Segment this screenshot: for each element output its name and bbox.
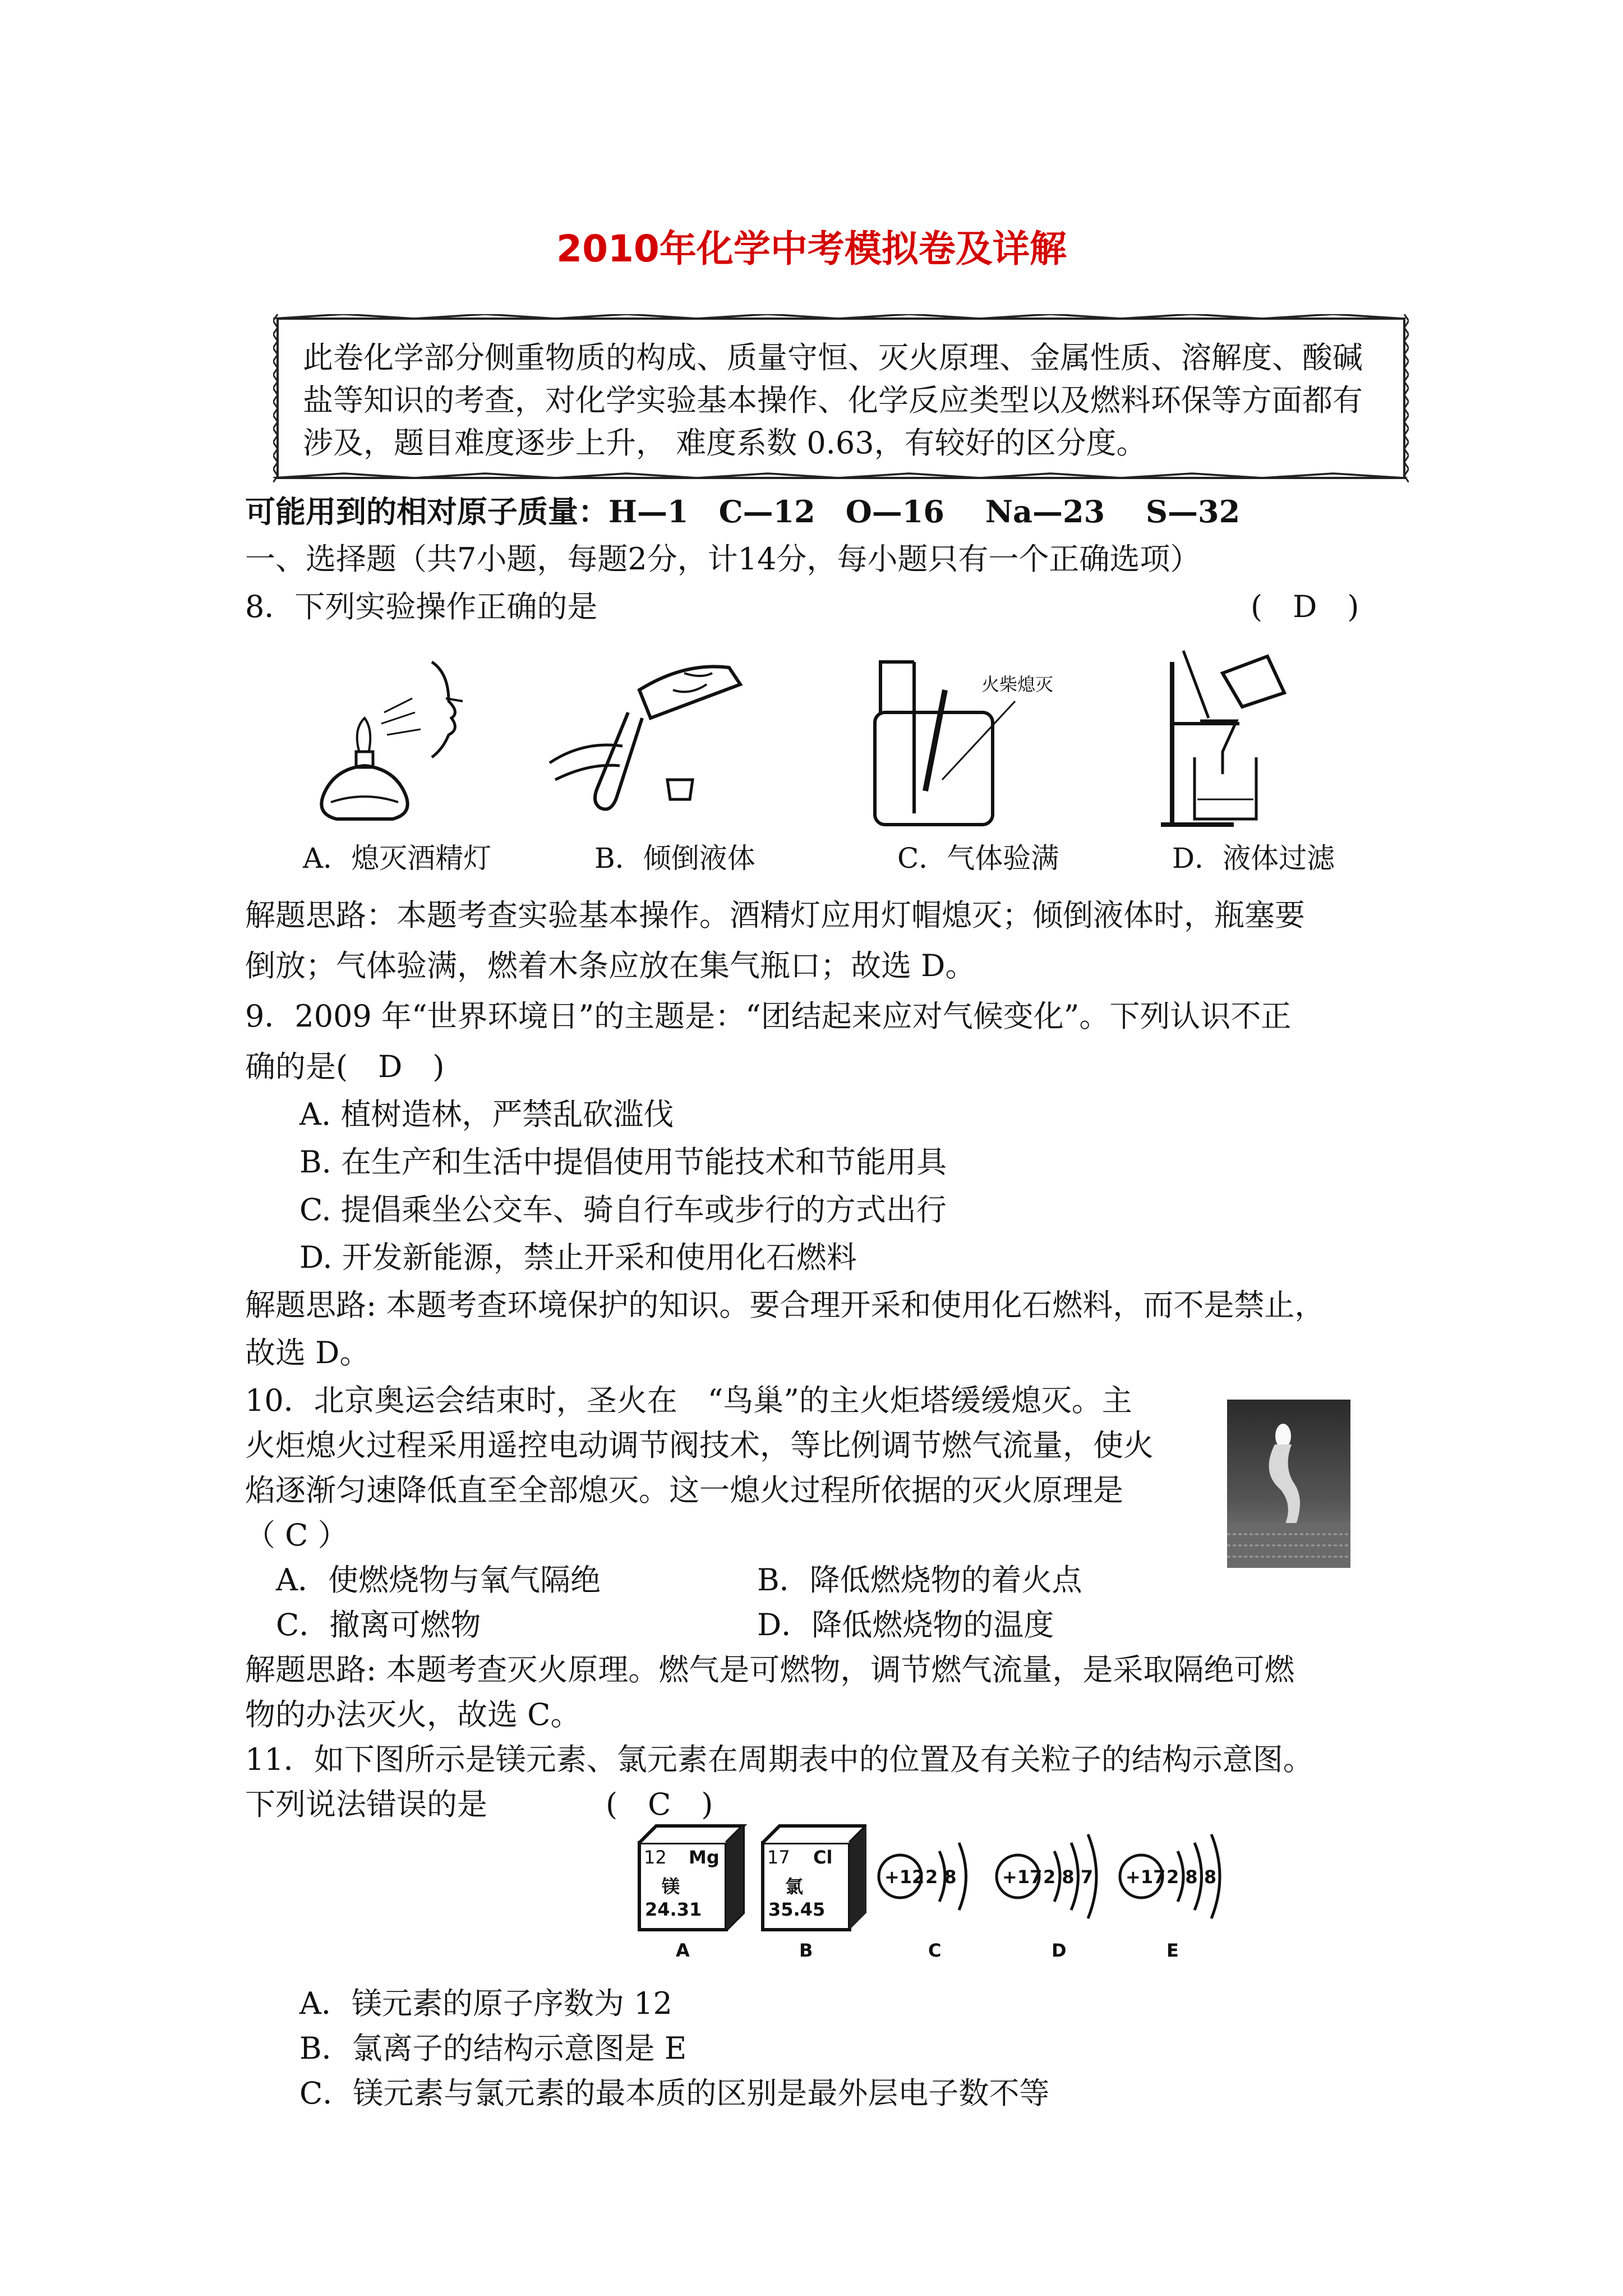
cl-symbol: Cl xyxy=(813,1847,833,1868)
q10-explain-2: 物的办法灭火，故选 C。 xyxy=(245,1697,581,1732)
mg-number: 12 xyxy=(644,1847,667,1868)
mg-symbol: Mg xyxy=(689,1847,720,1868)
q11-answer: ( C ) xyxy=(606,1787,713,1822)
atom-c-shells: 2 8 xyxy=(925,1866,957,1888)
intro-paragraph: 此卷化学部分侧重物质的构成、质量守恒、灭火原理、金属性质、溶解度、酸碱盐等知识的考查，对化学实验基本操作、化学反应类型以及燃料环保等方面都有涉及，题目难度逐步上升， 难度系数 0.63，有较好的区分度。 xyxy=(303,340,1363,461)
atom-e-shells: 2 8 8 xyxy=(1166,1866,1217,1888)
q9-option-d: D. 开发新能源，禁止开采和使用化石燃料 xyxy=(299,1240,857,1275)
q9-stem-1: 9．2009 年“世界环境日”的主题是：“团结起来应对气候变化”。下列认识不正 xyxy=(245,999,1292,1034)
cl-name: 氯 xyxy=(785,1876,804,1897)
label-c: C xyxy=(928,1940,942,1961)
q8-option-b: B．倾倒液体 xyxy=(594,842,755,875)
q8-stem: 8．下列实验操作正确的是 xyxy=(245,589,598,624)
label-d: D xyxy=(1052,1940,1067,1961)
q10-option-a: A．使燃烧物与氧气隔绝 xyxy=(276,1562,601,1598)
q11-option-b: B．氯离子的结构示意图是 E xyxy=(299,2031,687,2066)
q8-option-a: A．熄灭酒精灯 xyxy=(303,842,492,875)
q8-explain-2: 倒放；气体验满，燃着木条应放在集气瓶口；故选 D。 xyxy=(245,948,976,983)
fig-filtration xyxy=(1144,639,1324,830)
atomic-masses: 可能用到的相对原子质量：H—1 C—12 O—16 Na—23 S—32 xyxy=(245,494,1241,530)
q8-answer: ( D ) xyxy=(1251,589,1359,624)
atom-c-nucleus: +12 xyxy=(884,1866,925,1888)
fig-alcohol-lamp xyxy=(303,651,488,830)
atom-d-shells: 2 8 7 xyxy=(1043,1866,1094,1888)
q9-explain-2: 故选 D。 xyxy=(245,1335,370,1370)
mg-name: 镁 xyxy=(662,1876,680,1897)
q8-explain-1: 解题思路：本题考查实验基本操作。酒精灯应用灯帽熄灭；倾倒液体时，瓶塞要 xyxy=(245,898,1305,933)
page-title: 2010年化学中考模拟卷及详解 xyxy=(556,227,1067,270)
q10-option-b: B．降低燃烧物的着火点 xyxy=(757,1562,1082,1598)
q9-stem-2: 确的是( D ) xyxy=(245,1049,445,1084)
q9-explain-1: 解题思路: 本题考查环境保护的知识。要合理开采和使用化石燃料，而不是禁止， xyxy=(245,1287,1325,1323)
cl-mass: 35.45 xyxy=(768,1899,826,1920)
q10-answer: （ C ） xyxy=(245,1517,348,1553)
q10-stem-1: 10．北京奥运会结束时，圣火在 “鸟巢”的主火炬塔缓缓熄灭。主 xyxy=(245,1383,1132,1418)
fig-c-note: 火柴熄灭 xyxy=(981,674,1054,695)
q10-explain-1: 解题思路: 本题考查灭火原理。燃气是可燃物，调节燃气流量，是采取隔绝可燃 xyxy=(245,1652,1295,1687)
torch-photo xyxy=(1227,1400,1350,1568)
q9-option-b: B. 在生产和生活中提倡使用节能技术和节能用具 xyxy=(299,1144,947,1180)
mg-mass: 24.31 xyxy=(645,1899,702,1920)
fig-pouring-liquid xyxy=(538,651,757,830)
q9-option-a: A. 植树造林，严禁乱砍滥伐 xyxy=(299,1097,674,1132)
q10-option-d: D．降低燃烧物的温度 xyxy=(757,1607,1054,1642)
q8-option-d: D．液体过滤 xyxy=(1172,842,1335,875)
q10-option-c: C．撤离可燃物 xyxy=(276,1607,481,1642)
q11-option-c: C．镁元素与氯元素的最本质的区别是最外层电子数不等 xyxy=(299,2076,1050,2111)
q11-stem-1: 11．如下图所示是镁元素、氯元素在周期表中的位置及有关粒子的结构示意图。 xyxy=(245,1742,1313,1777)
atom-d-nucleus: +17 xyxy=(1002,1866,1043,1888)
cl-number: 17 xyxy=(767,1847,790,1868)
q8-option-c: C．气体验满 xyxy=(897,842,1059,875)
atom-e-nucleus: +17 xyxy=(1126,1866,1166,1888)
label-a: A xyxy=(676,1940,690,1961)
section-heading: 一、选择题（共7小题，每题2分，计14分，每小题只有一个正确选项） xyxy=(245,541,1201,577)
q11-option-a: A．镁元素的原子序数为 12 xyxy=(299,1986,672,2021)
q10-stem-2: 火炬熄火过程采用遥控电动调节阀技术，等比例调节燃气流量，使火 xyxy=(245,1428,1154,1463)
q9-option-c: C. 提倡乘坐公交车、骑自行车或步行的方式出行 xyxy=(299,1192,947,1227)
label-b: B xyxy=(799,1940,813,1961)
label-e: E xyxy=(1166,1940,1179,1961)
q11-stem-2: 下列说法错误的是 xyxy=(245,1787,487,1822)
q10-stem-3: 焰逐渐匀速降低直至全部熄灭。这一熄火过程所依据的灭火原理是 xyxy=(245,1473,1123,1508)
